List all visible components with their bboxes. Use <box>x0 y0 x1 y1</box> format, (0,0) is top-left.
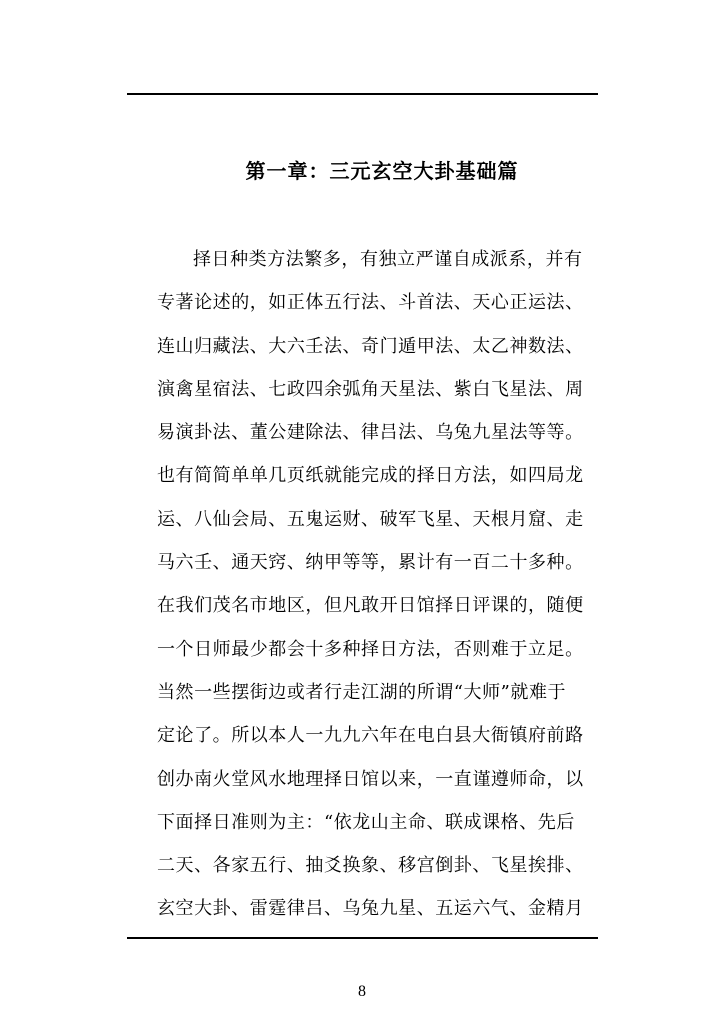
text-line: 也有简简单单几页纸就能完成的择日方法，如四局龙 <box>157 465 584 487</box>
text-line: 演禽星宿法、七政四余弧角天星法、紫白飞星法、周 <box>157 378 584 400</box>
text-line: 运、八仙会局、五鬼运财、破军飞星、天根月窟、走 <box>157 508 584 530</box>
text-line: 二天、各家五行、抽爻换象、移宫倒卦、飞星挨排、 <box>157 855 584 877</box>
chapter-title: 第一章：三元玄空大卦基础篇 <box>245 159 519 183</box>
text-line: 在我们茂名市地区，但凡敢开日馆择日评课的，随便 <box>157 595 584 617</box>
footer-rule <box>127 937 598 939</box>
text-line: 当然一些摆街边或者行走江湖的所谓“大师”就难于 <box>157 681 567 703</box>
page-number: 8 <box>358 983 366 1000</box>
text-line: 马六壬、通天窍、纳甲等等，累计有一百二十多种。 <box>157 552 584 574</box>
text-line: 玄空大卦、雷霆律吕、乌兔九星、五运六气、金精月 <box>157 898 584 920</box>
text-line: 一个日师最少都会十多种择日方法，否则难于立足。 <box>157 638 584 660</box>
text-line: 下面择日准则为主：“依龙山主命、联成课格、先后 <box>157 811 575 833</box>
text-line: 易演卦法、董公建除法、律吕法、乌兔九星法等等。 <box>157 422 584 444</box>
text-line: 择日种类方法繁多，有独立严谨自成派系，并有 <box>193 249 583 270</box>
text-line: 创办南火堂风水地理择日馆以来，一直谨遵师命，以 <box>157 768 584 790</box>
text-line: 专著论述的，如正体五行法、斗首法、天心正运法、 <box>157 292 584 314</box>
text-line: 连山归藏法、大六壬法、奇门遁甲法、太乙神数法、 <box>157 335 584 357</box>
body-text <box>157 238 607 931</box>
header-rule <box>127 93 598 95</box>
text-line: 定论了。所以本人一九九六年在电白县大衙镇府前路 <box>157 725 584 747</box>
